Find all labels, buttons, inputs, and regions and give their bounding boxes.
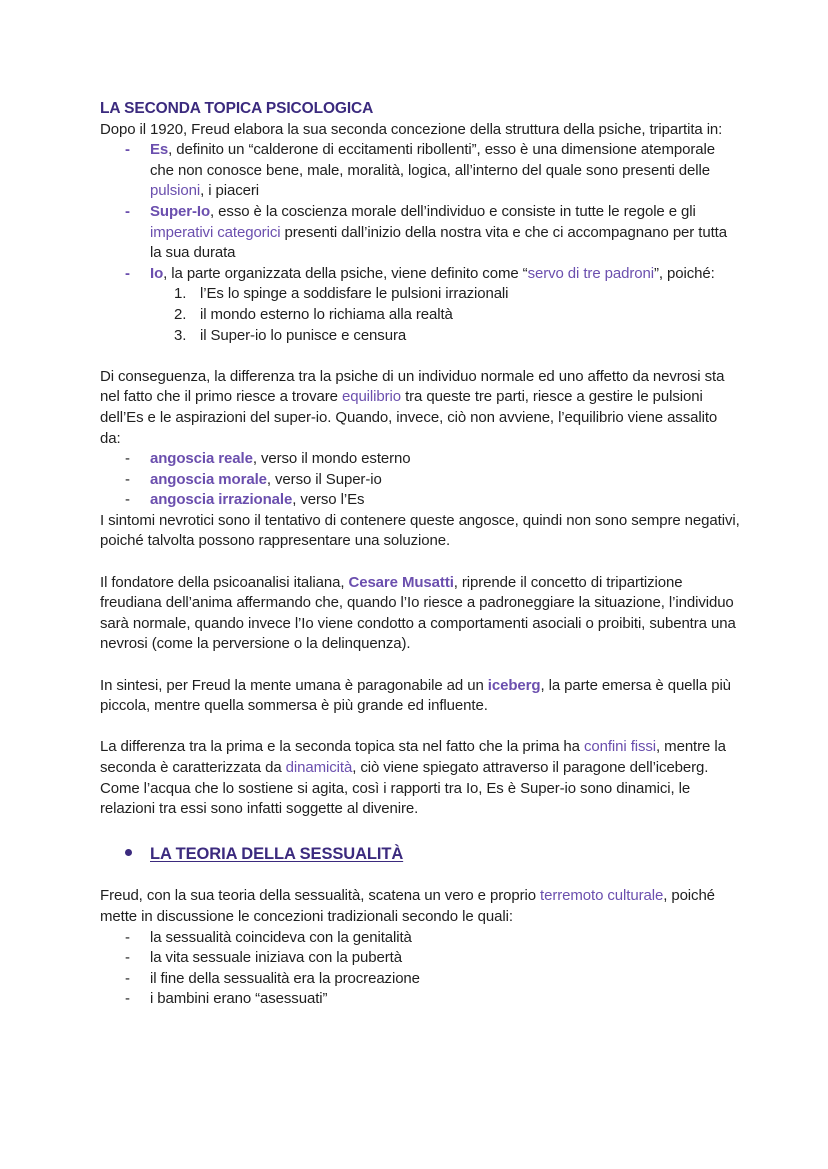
spacer	[100, 820, 740, 842]
anxiety-text: , verso l’Es	[292, 491, 365, 509]
dash-bullet: -	[125, 141, 130, 159]
spacer	[100, 717, 740, 738]
paragraph-terremoto	[100, 886, 740, 927]
list-item	[100, 284, 740, 305]
list-item	[100, 948, 740, 969]
highlight-pulsioni: pulsioni	[150, 182, 201, 200]
intro-paragraph: Dopo il 1920, Freud elabora la sua seconda concezione della struttura della psiche, tripartita in:	[100, 120, 723, 138]
paragraph-sintomi: I sintomi nevrotici sono il tentativo di contenere queste angosce, quindi non sono sempre negativi, poiché talvolta possono rappresentare una soluzione.	[100, 511, 740, 550]
spacer	[100, 552, 740, 573]
list-item	[100, 449, 740, 470]
dash-bullet: -	[125, 949, 130, 967]
name-cesare-musatti: Cesare Musatti	[348, 573, 454, 591]
super-io-text-b: presenti dall’inizio della nostra vita e che ci accompagnano per tutta la sua durata	[150, 223, 727, 262]
dash-bullet: -	[125, 264, 130, 282]
master-text: il mondo esterno lo richiama alla realtà	[200, 305, 453, 323]
belief-text: i bambini erano “asessuati”	[150, 990, 328, 1008]
spacer	[100, 864, 740, 886]
master-text: l’Es lo spinge a soddisfare le pulsioni irrazionali	[200, 285, 509, 303]
term-super-io: Super-Io	[150, 202, 211, 220]
list-item	[100, 490, 740, 511]
psyche-parts-list	[100, 140, 740, 284]
list-number: 3.	[174, 326, 187, 344]
paragraph-musatti	[100, 573, 740, 655]
term-angoscia-irrazionale: angoscia irrazionale	[150, 491, 293, 509]
io-text-a: , la parte organizzata della psiche, viene definito come “	[163, 264, 528, 282]
term-angoscia-reale: angoscia reale	[150, 450, 253, 468]
term-es: Es	[150, 141, 169, 159]
beliefs-list	[100, 928, 740, 1010]
spacer	[100, 346, 740, 367]
p5-text-b: , la parte emersa è quella più piccola, mentre quella sommersa è più grande ed influente.	[100, 676, 731, 715]
anxiety-text: , verso il mondo esterno	[252, 450, 411, 468]
masters-list	[100, 284, 740, 346]
belief-text: la sessualità coincideva con la genitalità	[150, 928, 412, 946]
term-angoscia-morale: angoscia morale	[150, 470, 267, 488]
dash-bullet: -	[125, 470, 130, 488]
list-item	[100, 305, 740, 326]
list-item-es	[100, 140, 740, 202]
belief-text: il fine della sessualità era la procreazione	[150, 969, 420, 987]
spacer	[100, 655, 740, 676]
p6-text-c: , ciò viene spiegato attraverso il paragone dell’iceberg. Come l’acqua che lo sostiene si agita, così i rapporti tra Io, Es è Super-io sono dinamici, le relazioni tra essi sono infatti soggette al divenire.	[100, 759, 709, 818]
highlight-servo: servo di tre padroni	[527, 264, 654, 282]
list-number: 1.	[174, 285, 187, 303]
master-text: il Super-io lo punisce e censura	[200, 326, 407, 344]
highlight-confini-fissi: confini fissi	[583, 738, 657, 756]
document-content	[100, 99, 740, 1010]
super-io-text-a: , esso è la coscienza morale dell’individuo e consiste in tutte le regole e gli	[210, 202, 696, 220]
list-item-io	[100, 264, 740, 285]
highlight-terremoto-culturale: terremoto culturale	[540, 887, 664, 905]
list-item	[100, 969, 740, 990]
dash-bullet: -	[125, 491, 130, 509]
dash-bullet: -	[125, 990, 130, 1008]
page-title: LA SECONDA TOPICA PSICOLOGICA	[100, 100, 374, 117]
list-item	[100, 989, 740, 1010]
anxieties-list	[100, 449, 740, 511]
section-title: LA TEORIA DELLA SESSUALITÀ	[150, 844, 404, 863]
p2-text-b: tra queste tre parti, riesce a gestire le pulsioni dell’Es e le aspirazioni del super-io. Quando, invece, ciò non avviene, l’equilibrio viene assalito da:	[100, 388, 718, 447]
dash-bullet: -	[125, 969, 130, 987]
p6-text-b: , mentre la seconda è caratterizzata da	[100, 738, 726, 776]
p4-text-a: Il fondatore della psicoanalisi italiana,	[100, 573, 349, 591]
highlight-dinamicita: dinamicità	[285, 759, 353, 776]
dash-bullet: -	[125, 928, 130, 946]
highlight-equilibrio: equilibrio	[341, 388, 401, 406]
list-number: 2.	[174, 305, 187, 323]
dash-bullet: -	[125, 202, 130, 220]
dash-bullet: -	[125, 450, 130, 468]
paragraph-equilibrio	[100, 367, 740, 449]
p4-text-b: , riprende il concetto di tripartizione freudiana dell’anima affermando che, quando l’Io riesce a padroneggiare la situazione, l’individuo sarà normale, quando invece l’Io viene condotto a comportamenti asociali o proibiti, subentra una nevrosi (come la perversione o la delinquenza).	[100, 573, 736, 653]
belief-text: la vita sessuale iniziava con la pubertà	[150, 949, 402, 967]
term-io: Io	[150, 264, 164, 282]
es-text-a: , definito un “calderone di eccitamenti ribollenti”, esso è una dimensione atemporale che non conosce bene, male, moralità, logica, all’interno del quale sono presenti delle	[150, 141, 715, 179]
p7-text-b: , poiché mette in discussione le concezioni tradizionali secondo le quali:	[100, 887, 715, 925]
list-item	[100, 470, 740, 491]
list-item	[100, 326, 740, 347]
paragraph-iceberg	[100, 676, 740, 717]
anxiety-text: , verso il Super-io	[266, 470, 382, 488]
p2-text-a: Di conseguenza, la differenza tra la psiche di un individuo normale ed uno affetto da nevrosi sta nel fatto che il primo riesce a trovare	[100, 367, 725, 406]
es-text-b: , i piaceri	[200, 182, 260, 200]
section-heading	[100, 842, 740, 865]
list-item	[100, 928, 740, 949]
p6-text-a: La differenza tra la prima e la seconda topica sta nel fatto che la prima ha	[100, 738, 584, 756]
io-text-b: ”, poiché:	[653, 264, 715, 282]
highlight-imperativi: imperativi categorici	[150, 223, 281, 241]
bullet-dot-icon	[125, 849, 132, 856]
paragraph-topiche	[100, 737, 740, 819]
p7-text-a: Freud, con la sua teoria della sessualità, scatena un vero e proprio	[100, 887, 541, 905]
list-item-super-io	[100, 202, 740, 264]
p5-text-a: In sintesi, per Freud la mente umana è paragonabile ad un	[100, 676, 488, 694]
term-iceberg: iceberg	[487, 676, 541, 694]
